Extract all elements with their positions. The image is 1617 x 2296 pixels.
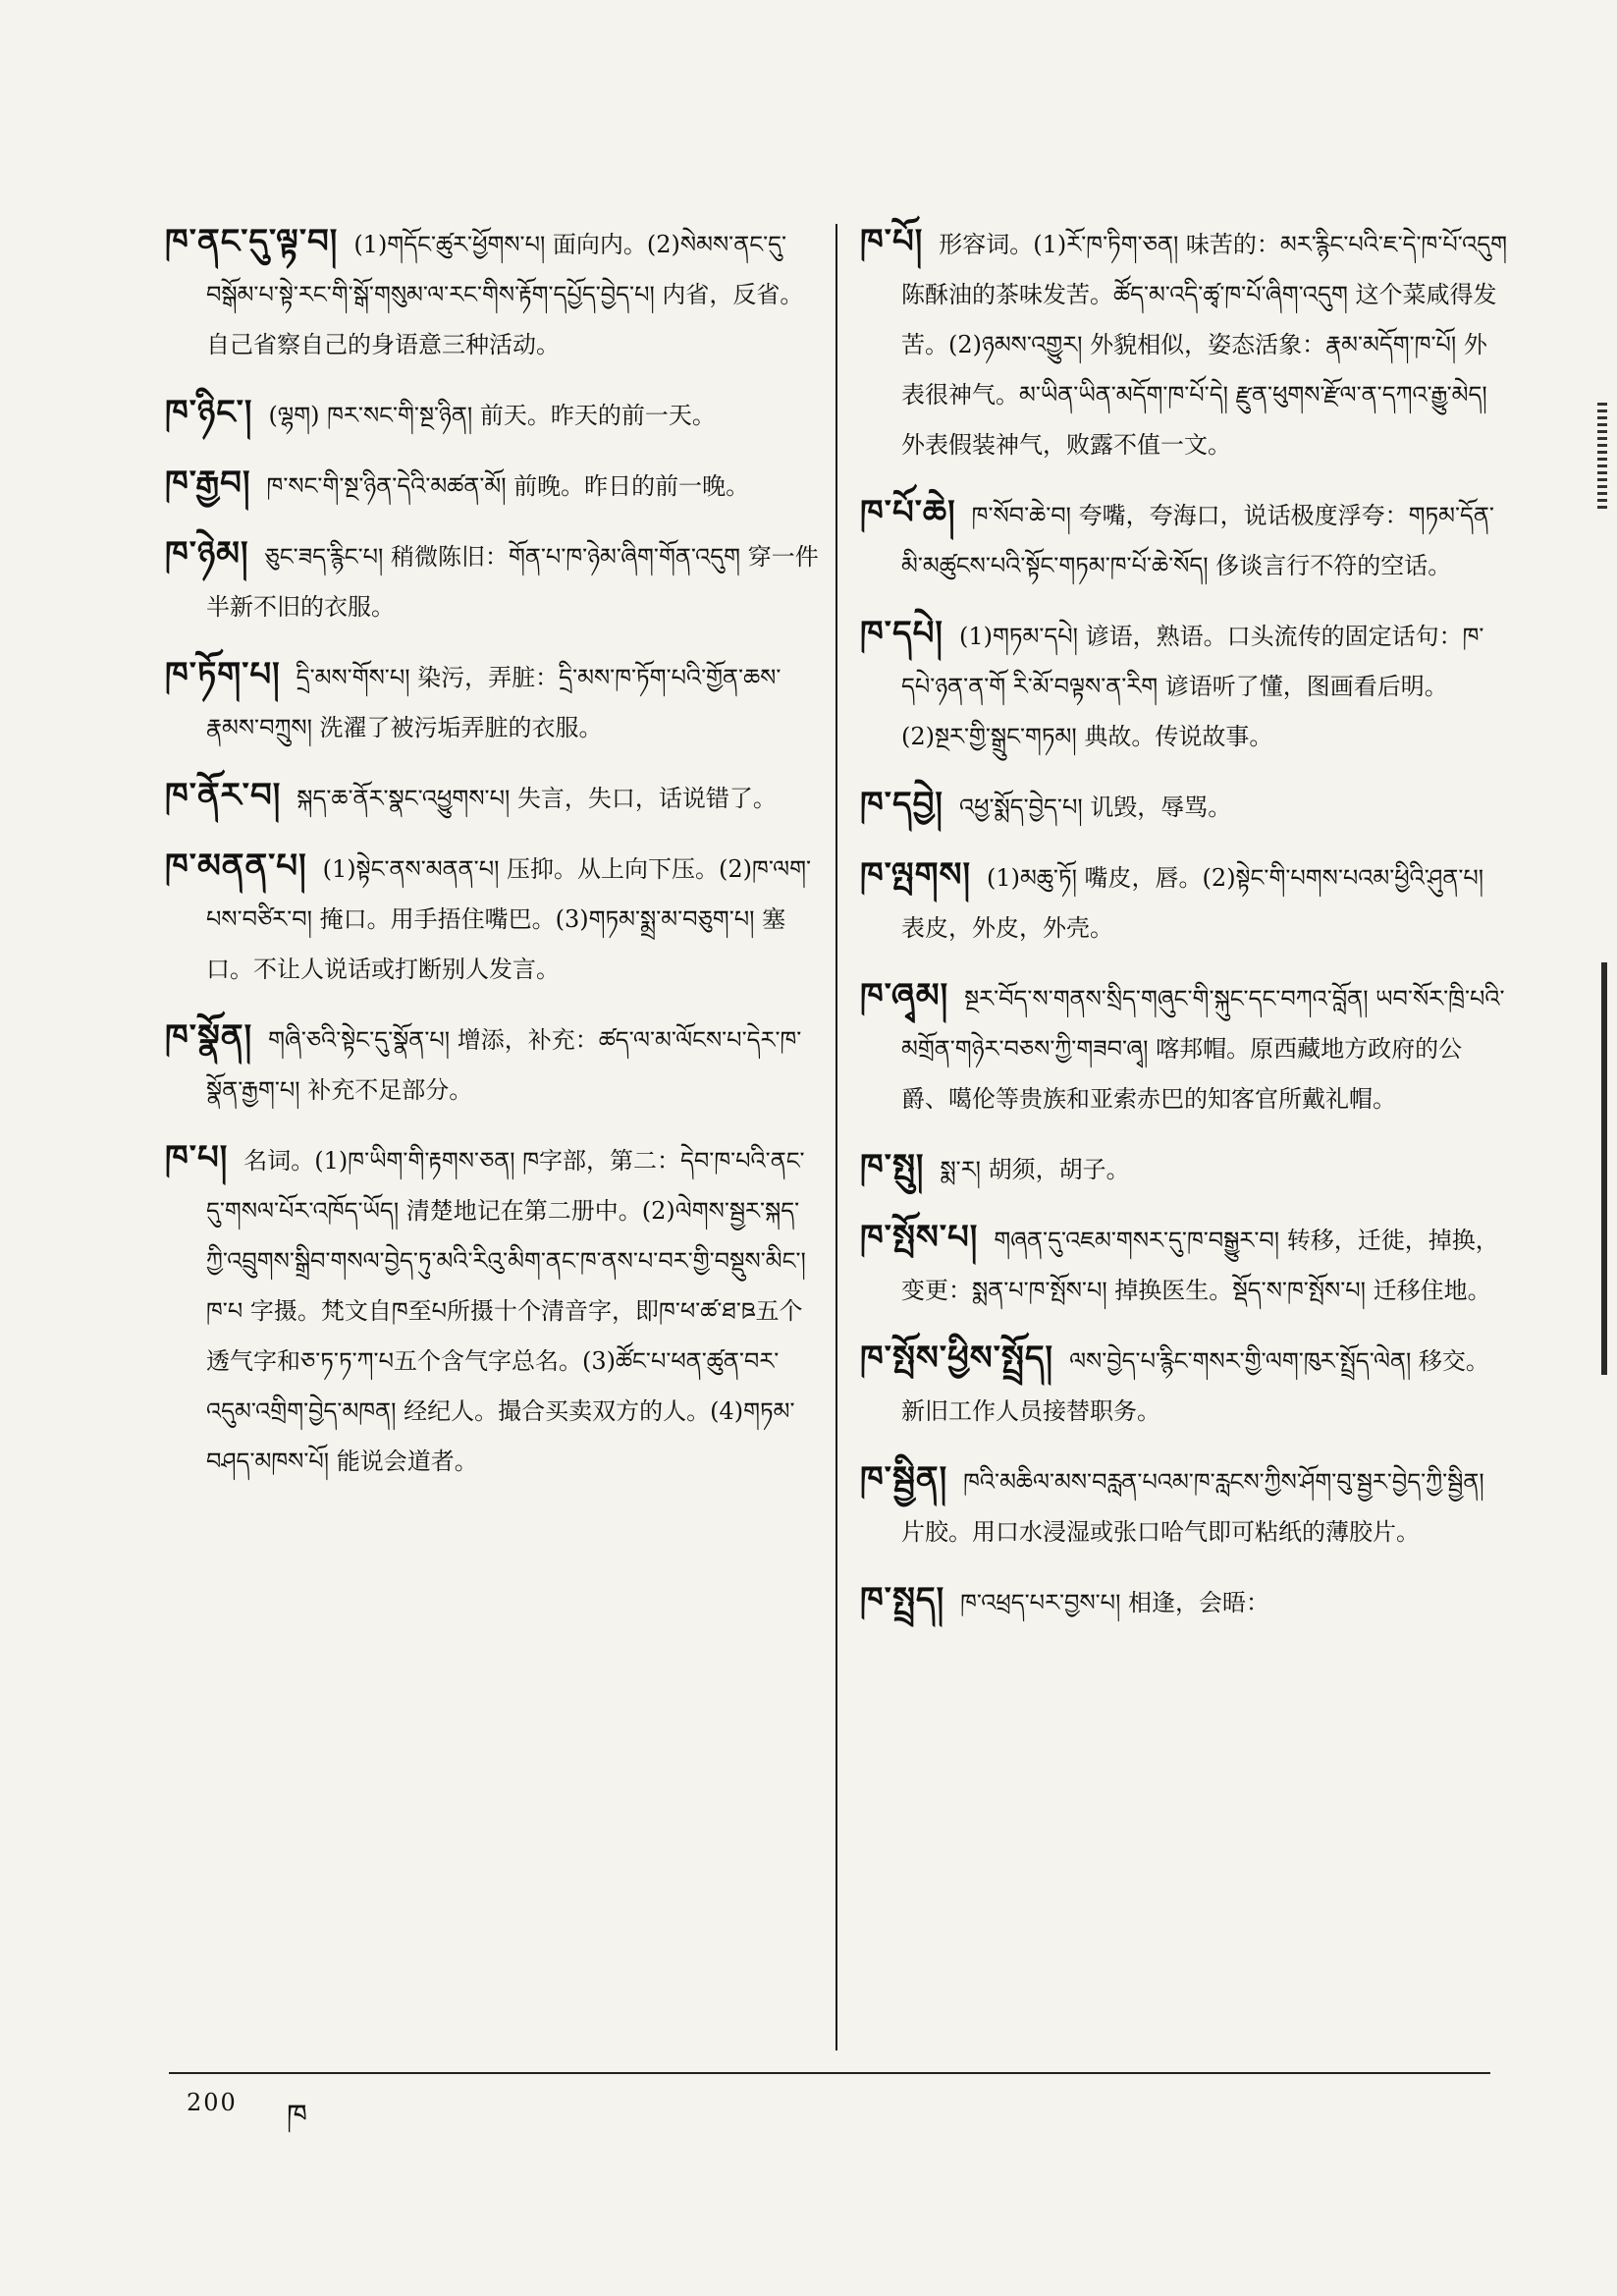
- entry-definition: 形容词。(1)རོ་ཁ་ཏིག་ཅན། 味苦的：མར་རྙིང་པའི་ཇ་དེ་ཁ་པོ་འདུག 陈酥油的茶味发苦。ཚོད་མ་འདི་ཚྭ་ཁ་པོ་ཞིག་འདུག 这个菜咸得发苦。(2)ཉམས་འགྱུར། 外貌相似，姿态活象：རྣམ་མདོག་ཁ་པོ། 外表很神气。མ་ཡིན་ཡིན་མདོག་ཁ་པོ་དེ། རྫུན་ཕུགས་རྫོལ་ན་དཀའ་རྒྱུ་མེད། 外表假装神气，败露不值一文。: [901, 231, 1508, 459]
- entry-headword: ཁ་ནང་དུ་ལྟ་བ།: [165, 222, 339, 261]
- footer-rule: [169, 2072, 1490, 2074]
- dictionary-entry: [165, 389, 820, 442]
- entry-definition: ཁ་སང་གི་སྔ་ཉིན་དེའི་མཚན་མོ། 前晚。昨日的前一晚。: [266, 472, 750, 500]
- dictionary-entry: [165, 530, 820, 633]
- entry-headword: ཁ་སྦྱིན།: [860, 1459, 948, 1499]
- entry-definition: ལས་བྱེད་པ་རྙིང་གསར་གྱི་ལག་ཁུར་སྤྲོད་ལེན། 移交。新旧工作人员接替职务。: [901, 1347, 1489, 1425]
- left-column: [165, 218, 820, 1505]
- dictionary-entry: [860, 781, 1508, 834]
- entry-definition: སྔར་བོད་ས་གནས་སྲིད་གཞུང་གི་སྐུང་དང་བཀའ་བློན། ཡབ་སོར་ཁྲི་པའི་མགྲོན་གཉེར་བཅས་ཀྱི་གཟབ་ཞྭ། 喀邦帽。原西藏地方政府的公爵、噶伦等贵族和亚索赤巴的知客官所戴礼帽。: [901, 985, 1505, 1113]
- dictionary-entry: [860, 610, 1508, 763]
- entry-headword: ཁ་སྣོན།: [165, 1017, 253, 1057]
- entry-definition: སྐད་ཆ་ནོར་སྣང་འཕྱུགས་པ། 失言，失口，话说错了。: [296, 785, 777, 812]
- entry-headword: ཁ་དབྱེ།: [860, 785, 943, 824]
- dictionary-entry: [860, 1576, 1508, 1629]
- entry-definition: དྲི་མས་གོས་པ། 染污，弄脏：དྲི་མས་ཁ་ཏོག་པའི་གྱོན་ཆས་རྣམས་བཀྲུས། 洗濯了被污垢弄脏的衣服。: [206, 664, 782, 741]
- entry-headword: ཁ་ཉིང་།: [165, 393, 253, 432]
- dictionary-entry: [165, 218, 820, 371]
- dictionary-entry: [860, 1455, 1508, 1558]
- entry-headword: ཁ་ཏོག་པ།: [165, 655, 281, 694]
- dictionary-entry: [860, 1214, 1508, 1317]
- entry-definition: (1)སྟེང་ནས་མནན་པ། 压抑。从上向下压。(2)ཁ་ལག་པས་བཙིར་བ། 掩口。用手捂住嘴巴。(3)གཏམ་སྨྲ་མ་བཅུག་པ། 塞口。不让人说话或打断别人发言。: [206, 855, 812, 983]
- entry-headword: ཁ་ཉེམ།: [165, 534, 249, 574]
- page-edge-marks: [1597, 403, 1607, 1375]
- dictionary-entry: [860, 218, 1508, 471]
- dictionary-entry: [165, 651, 820, 754]
- entry-headword: ཁ་སྤྲད།: [860, 1580, 945, 1619]
- entry-definition: ཅུང་ཟད་རྙིང་པ། 稍微陈旧：གོན་པ་ཁ་ཉེམ་ཞིག་གོན་འདུག 穿一件半新不旧的衣服。: [206, 543, 819, 621]
- entry-headword: ཁ་པ།: [165, 1138, 229, 1177]
- dictionary-entry: [165, 1013, 820, 1117]
- entry-headword: ཁ་རྒྱབ།: [165, 464, 251, 503]
- dictionary-entry: [860, 851, 1508, 955]
- page-number: 200: [187, 2089, 238, 2116]
- right-column: [860, 218, 1508, 1647]
- edge-mark-bottom: [1601, 962, 1607, 1375]
- entry-headword: ཁ་སྤུ།: [860, 1147, 925, 1186]
- entry-definition: གཞན་དུ་འཇམ་གསར་དུ་ཁ་བསྒྱུར་བ། 转移，迁徙，掉换，变更：སྨན་པ་ཁ་སྤོས་པ། 掉换医生。སྡོད་ས་ཁ་སྤོས་པ། 迁移住地。: [901, 1227, 1499, 1304]
- entry-definition: (1)གཏམ་དཔེ། 谚语，熟语。口头流传的固定话句：ཁ་དཔེ་ཉན་ན་གོ རི་མོ་བལྟས་ན་རིག 谚语听了懂，图画看后明。(2)སྔར་གྱི་སྒྲུང་གཏམ། 典故。传说故事。: [901, 623, 1484, 750]
- dictionary-entry: [165, 772, 820, 825]
- entry-headword: ཁ་དཔེ།: [860, 614, 943, 653]
- entry-definition: ཁ་སོབ་ཆེ་བ། 夸嘴，夸海口，说话极度浮夸：གཏམ་དོན་མི་མཚུངས་པའི་སྟོང་གཏམ་ཁ་པོ་ཆེ་སོད། 侈谈言行不符的空话。: [901, 502, 1494, 579]
- dictionary-entry: [860, 972, 1508, 1125]
- entry-definition: (1)གདོང་ཚུར་ཕྱོགས་པ། 面向内。(2)སེམས་ནང་དུ་བསྒོམ་པ་སྟེ་རང་གི་སྒོ་གསུམ་ལ་རང་གིས་རྟོག་དཔྱོད་བྱེད་པ། 内省，反省。自己省察自己的身语意三种活动。: [206, 231, 804, 358]
- column-divider: [835, 224, 837, 2050]
- entry-headword: ཁ་པོ།: [860, 222, 924, 261]
- entry-definition: ཁ་འཕྲད་པར་བྱས་པ། 相逢，会晤：: [960, 1589, 1270, 1616]
- entry-definition: ཁའི་མཆིལ་མས་བརླན་པའམ་ཁ་རླངས་ཀྱིས་ཤོག་བུ་སྦྱར་བྱེད་ཀྱི་སྦྱིན། 片胶。用口水浸湿或张口哈气即可粘纸的薄胶片。: [901, 1468, 1484, 1546]
- dictionary-entry: [165, 460, 820, 513]
- entry-definition: སྨ་ར། 胡须，胡子。: [940, 1156, 1130, 1183]
- dictionary-entry: [860, 1143, 1508, 1196]
- entry-definition: གཞི་ཅའི་སྟེང་དུ་སྣོན་པ། 增添，补充：ཚད་ལ་མ་ལོངས་པ་དེར་ཁ་སྣོན་རྒྱག་པ། 补充不足部分。: [206, 1026, 802, 1104]
- entry-headword: ཁ་སྤོས་པ།: [860, 1218, 979, 1257]
- section-letter: ཁ: [287, 2099, 307, 2133]
- entry-definition: 名词。(1)ཁ་ཡིག་གི་རྟགས་ཅན། ཁ字部，第二：དེབ་ཁ་པའི་ནང་དུ་གསལ་པོར་འཁོད་ཡོད། 清楚地记在第二册中。(2)ལེགས་སྦྱར་སྐད་ཀྱི་འབྲུགས་སྒྲིབ་གསལ་བྱེད་ཏུ་མའི་རིའུ་མིག་ནང་ཁ་ནས་པ་བར་གྱི་བསྡུས་མིང་། ཁ་པ 字摄。梵文自ཁ至པ所摄十个清音字，即ཁ་ཕ་ཚ་ཐ་ཋ五个透气字和ཅ་ཏ་ཏ་ཀ་པ五个含气字总名。(3)ཚོང་པ་ཕན་ཚུན་བར་འདུམ་འགྲིག་བྱེད་མཁན། 经纪人。撮合买卖双方的人。(4)གཏམ་བཤད་མཁས་པོ། 能说会道者。: [206, 1147, 806, 1475]
- dictionary-entry: [860, 1335, 1508, 1438]
- dictionary-entry: [165, 1134, 820, 1488]
- entry-definition: (1)མཆུ་ཏོ། 嘴皮，唇。(2)སྟེང་གི་པགས་པའམ་ཕྱིའི་ཤུན་པ། 表皮，外皮，外壳。: [901, 864, 1484, 942]
- entry-headword: ཁ་སྤོས་ཕྱིས་སྤྲོད།: [860, 1339, 1054, 1378]
- entry-headword: ཁ་ཞྭམ།: [860, 976, 949, 1015]
- edge-mark-top: [1597, 403, 1607, 511]
- entry-headword: ཁ་མནན་པ།: [165, 847, 307, 886]
- entry-headword: ཁ་ནོར་བ།: [165, 776, 282, 815]
- dictionary-entry: [165, 843, 820, 996]
- entry-headword: ཁ་ལྤགས།: [860, 855, 971, 895]
- entry-headword: ཁ་པོ་ཆེ།: [860, 493, 956, 532]
- entry-definition: (ལྷག) ཁར་སང་གི་སྔ་ཉིན། 前天。昨天的前一天。: [268, 402, 716, 429]
- dictionary-entry: [860, 489, 1508, 592]
- entry-definition: འཕྱ་སྨོད་བྱེད་པ། 讥毁，辱骂。: [958, 793, 1232, 821]
